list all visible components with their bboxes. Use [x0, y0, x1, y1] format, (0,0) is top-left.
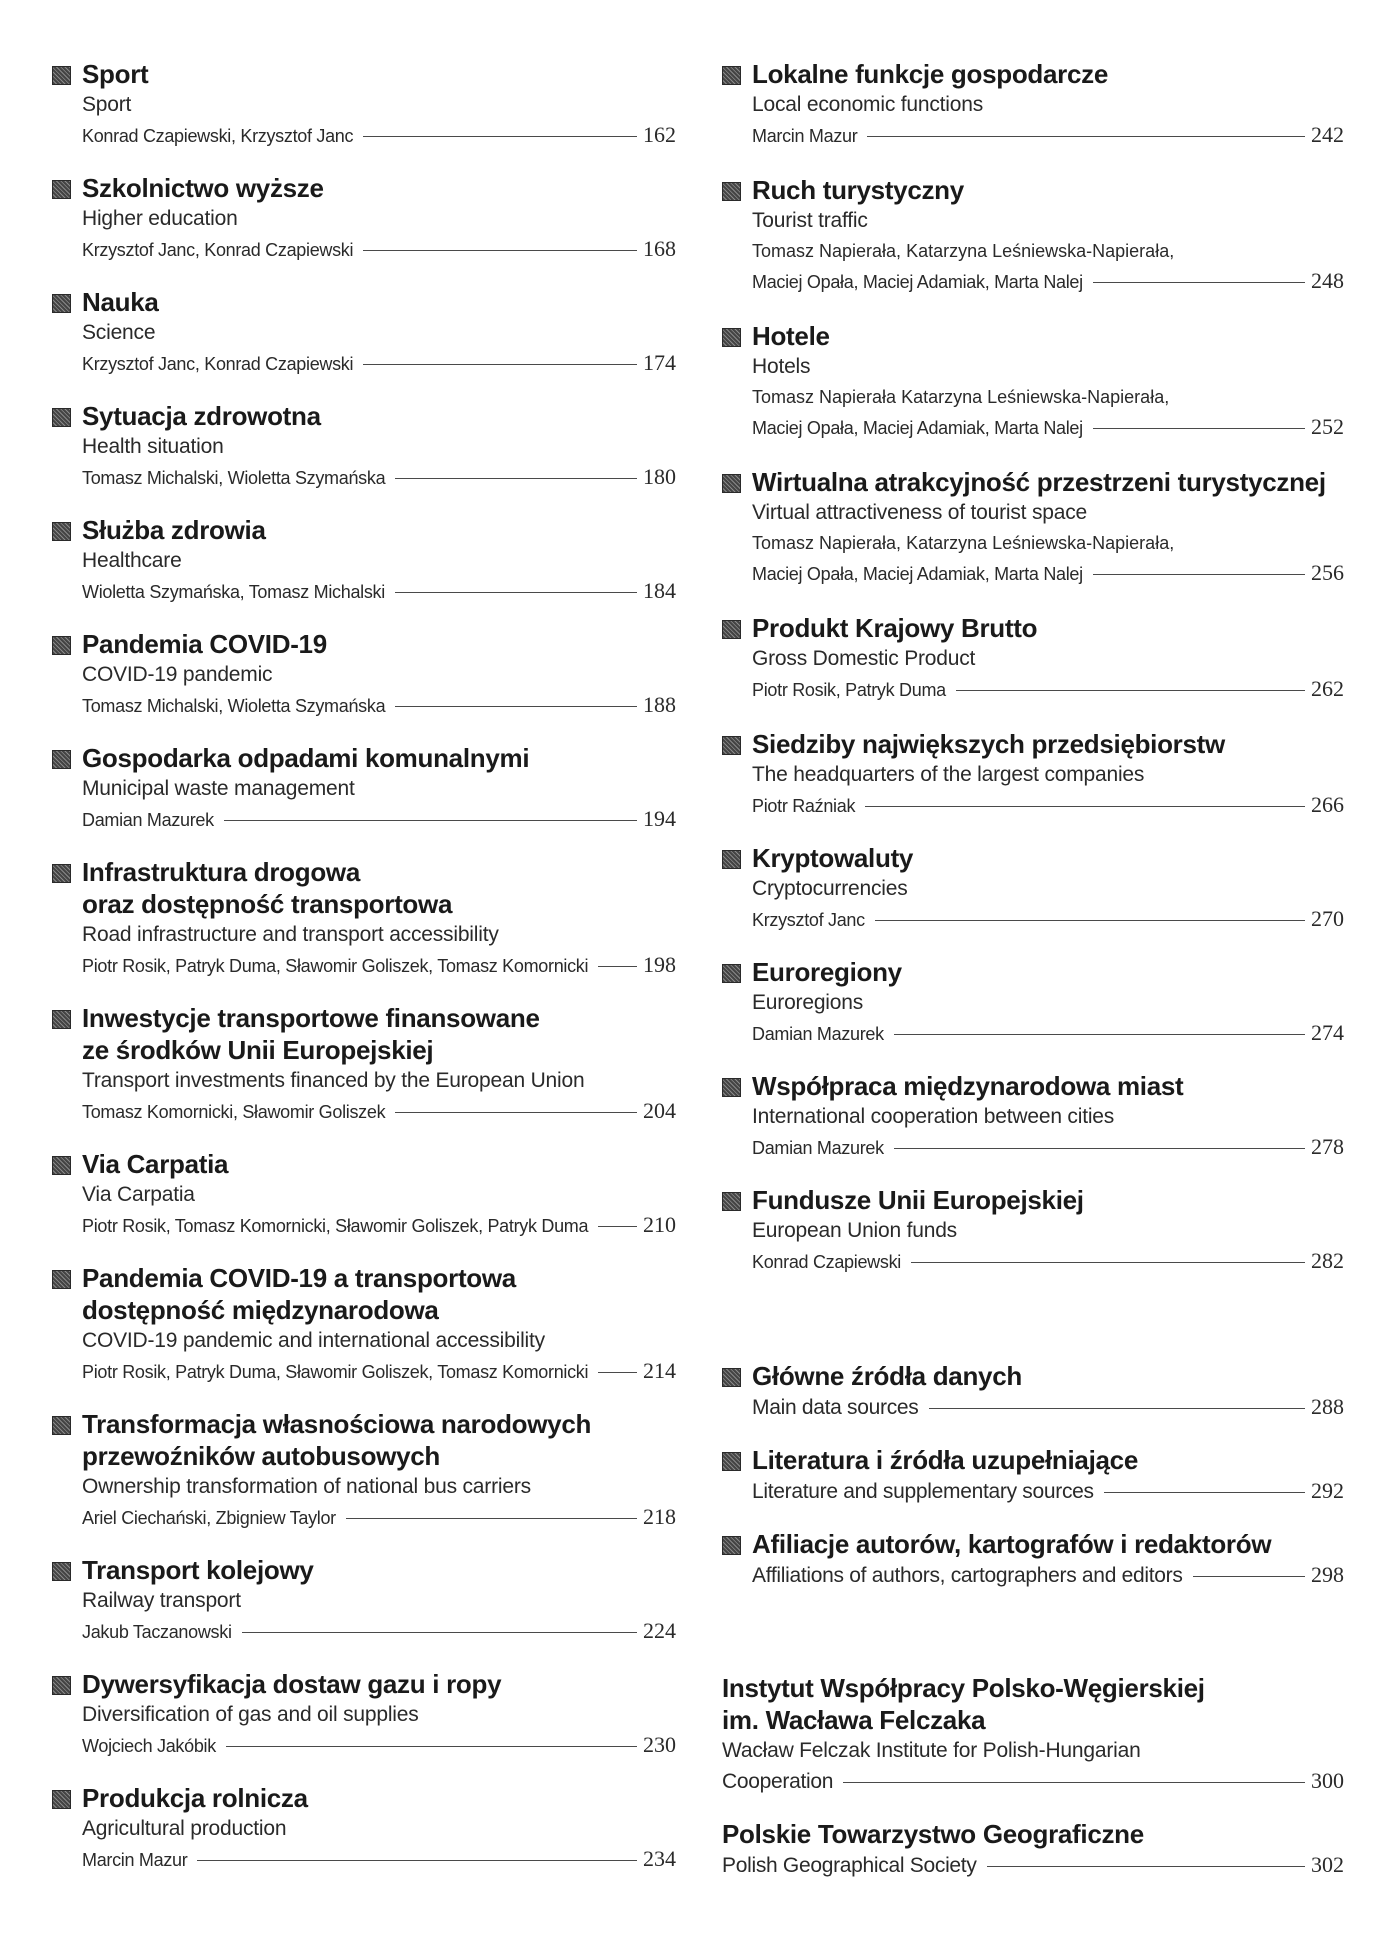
- square-bullet-icon: [52, 1676, 71, 1695]
- toc-line: [82, 1096, 676, 1127]
- page-number: 194: [643, 806, 676, 831]
- square-bullet-icon: [722, 474, 741, 493]
- square-bullet-icon: [52, 750, 71, 769]
- entry-text: [82, 1148, 676, 1241]
- dot-leader: [875, 920, 1305, 921]
- page-number: 230: [643, 1732, 676, 1757]
- square-bullet-icon: [722, 328, 741, 347]
- toc-line: [82, 1502, 676, 1533]
- entry-authors-cont: Maciej Opała, Maciej Adamiak, Marta Nalej: [752, 272, 1083, 292]
- entry-title-en: Healthcare: [82, 549, 182, 572]
- page-number: 270: [1311, 906, 1344, 931]
- square-bullet-icon: [722, 850, 741, 869]
- toc-line: [82, 120, 676, 151]
- square-bullet-icon: [722, 620, 741, 639]
- toc-entry[interactable]: [722, 842, 1344, 935]
- toc-entry[interactable]: [52, 1002, 676, 1127]
- entry-title-pl: Współpraca międzynarodowa miast: [752, 1071, 1184, 1101]
- entry-authors: Krzysztof Janc: [752, 910, 865, 930]
- entry-title-en: Affiliations of authors, cartographers and editors: [752, 1564, 1183, 1587]
- entry-text: [82, 286, 676, 379]
- toc-line: [82, 348, 676, 379]
- square-bullet-icon: [722, 1078, 741, 1097]
- square-bullet-icon: [52, 522, 71, 541]
- square-bullet-icon: [52, 864, 71, 883]
- page-number: 298: [1311, 1562, 1344, 1587]
- dot-leader: [395, 706, 637, 707]
- entry-authors: Piotr Rosik, Tomasz Komornicki, Sławomir Goliszek, Patryk Duma: [82, 1216, 589, 1236]
- entry-text: [752, 612, 1344, 705]
- entry-text: [752, 1444, 1344, 1507]
- entry-title-pl: Infrastruktura drogowa: [82, 857, 360, 887]
- entry-title-pl: Sytuacja zdrowotna: [82, 401, 321, 431]
- page-number: 188: [643, 692, 676, 717]
- entry-title-pl: Inwestycje transportowe finansowane: [82, 1003, 540, 1033]
- toc-entry[interactable]: [52, 742, 676, 835]
- square-bullet-icon: [722, 182, 741, 201]
- entry-text: [722, 1818, 1344, 1881]
- entry-text: [82, 172, 676, 265]
- page-number: 162: [643, 122, 676, 147]
- entry-text: [752, 956, 1344, 1049]
- entry-title-en: Cooperation: [722, 1770, 834, 1793]
- page-number: 234: [643, 1846, 676, 1871]
- entry-title-en: Tourist traffic: [752, 209, 868, 232]
- page-number: 184: [643, 578, 676, 603]
- dot-leader: [598, 966, 637, 967]
- entry-text: [752, 842, 1344, 935]
- entry-title-pl: Euroregiony: [752, 957, 902, 987]
- toc-line: [752, 1476, 1344, 1507]
- toc-line: [82, 1356, 676, 1387]
- toc-entry[interactable]: [52, 58, 676, 151]
- dot-leader: [363, 250, 637, 251]
- dot-leader: [363, 136, 637, 137]
- toc-entry[interactable]: [52, 1408, 676, 1533]
- entry-title-pl: Transformacja własnościowa narodowych: [82, 1409, 592, 1439]
- toc-entry[interactable]: [722, 1360, 1344, 1423]
- page-number: 300: [1311, 1768, 1344, 1793]
- entry-title-pl: Polskie Towarzystwo Geograficzne: [722, 1819, 1144, 1849]
- entry-title-pl-cont: przewoźników autobusowych: [82, 1441, 440, 1471]
- square-bullet-icon: [722, 1452, 741, 1471]
- entry-authors: Piotr Rosik, Patryk Duma, Sławomir Goliszek, Tomasz Komornicki: [82, 956, 589, 976]
- toc-line: [752, 1392, 1344, 1423]
- entry-text: [82, 1408, 676, 1533]
- dot-leader: [363, 364, 637, 365]
- toc-entry[interactable]: [52, 1668, 676, 1761]
- toc-line: [722, 1850, 1344, 1881]
- toc-entry[interactable]: [52, 1554, 676, 1647]
- dot-leader: [987, 1866, 1305, 1867]
- dot-leader: [242, 1632, 637, 1633]
- entry-title-en: Agricultural production: [82, 1817, 287, 1840]
- entry-authors-cont: Maciej Opała, Maciej Adamiak, Marta Nalej: [752, 418, 1083, 438]
- entry-title-en: Via Carpatia: [82, 1183, 195, 1206]
- page-number: 168: [643, 236, 676, 261]
- entry-text: [82, 1782, 676, 1875]
- entry-title-pl: Służba zdrowia: [82, 515, 266, 545]
- toc-line: [82, 690, 676, 721]
- page-number: 214: [643, 1358, 676, 1383]
- page-number: 210: [643, 1212, 676, 1237]
- entry-title-pl: Gospodarka odpadami komunalnymi: [82, 743, 530, 773]
- page-number: 266: [1311, 792, 1344, 817]
- entry-title-en: Wacław Felczak Institute for Polish-Hungarian: [722, 1739, 1141, 1762]
- entry-authors: Marcin Mazur: [82, 1850, 188, 1870]
- dot-leader: [395, 592, 637, 593]
- dot-leader: [865, 806, 1305, 807]
- page-number: 256: [1311, 560, 1344, 585]
- entry-title-pl: Lokalne funkcje gospodarcze: [752, 59, 1108, 89]
- entry-authors: Konrad Czapiewski: [752, 1252, 901, 1272]
- entry-title-pl-cont: dostępność międzynarodowa: [82, 1295, 439, 1325]
- entry-title-en: Road infrastructure and transport accessibility: [82, 923, 499, 946]
- square-bullet-icon: [52, 1416, 71, 1435]
- dot-leader: [1093, 574, 1305, 575]
- entry-title-pl: Literatura i źródła uzupełniające: [752, 1445, 1138, 1475]
- entry-text: [752, 466, 1344, 589]
- entry-text: [752, 1184, 1344, 1277]
- entry-title-pl-cont: im. Wacława Felczaka: [722, 1705, 986, 1735]
- entry-title-pl: Produkcja rolnicza: [82, 1783, 308, 1813]
- dot-leader: [1093, 428, 1305, 429]
- toc-line: [82, 1730, 676, 1761]
- toc-entry[interactable]: [52, 856, 676, 981]
- entry-title-en: Ownership transformation of national bus carriers: [82, 1475, 531, 1498]
- entry-authors: Marcin Mazur: [752, 126, 858, 146]
- entry-title-pl-cont: ze środków Unii Europejskiej: [82, 1035, 434, 1065]
- square-bullet-icon: [52, 1562, 71, 1581]
- toc-entry[interactable]: [52, 628, 676, 721]
- entry-title-pl: Sport: [82, 59, 149, 89]
- entry-title-en: Diversification of gas and oil supplies: [82, 1703, 419, 1726]
- toc-entry[interactable]: [722, 174, 1344, 297]
- entry-text: [82, 1668, 676, 1761]
- dot-leader: [226, 1746, 637, 1747]
- toc-entry[interactable]: [722, 728, 1344, 821]
- entry-text: [752, 1528, 1344, 1591]
- toc-line: [82, 1844, 676, 1875]
- entry-title-pl: Ruch turystyczny: [752, 175, 964, 205]
- entry-title-en: The headquarters of the largest companies: [752, 763, 1145, 786]
- entry-title-pl: Fundusze Unii Europejskiej: [752, 1185, 1084, 1215]
- toc-entry[interactable]: [52, 514, 676, 607]
- dot-leader: [346, 1518, 637, 1519]
- entry-authors: Damian Mazurek: [752, 1138, 884, 1158]
- entry-text: [82, 742, 676, 835]
- page-number: 262: [1311, 676, 1344, 701]
- entry-title-pl: Hotele: [752, 321, 830, 351]
- toc-entry[interactable]: [52, 172, 676, 265]
- page-number: 242: [1311, 122, 1344, 147]
- entry-title-en: Virtual attractiveness of tourist space: [752, 501, 1087, 524]
- dot-leader: [1093, 282, 1305, 283]
- entry-title-pl: Via Carpatia: [82, 1149, 229, 1179]
- entry-text: [752, 1070, 1344, 1163]
- square-bullet-icon: [52, 1270, 71, 1289]
- entry-authors: Ariel Ciechański, Zbigniew Taylor: [82, 1508, 336, 1528]
- page-number: 224: [643, 1618, 676, 1643]
- dot-leader: [395, 478, 637, 479]
- entry-title-en: Higher education: [82, 207, 238, 230]
- entry-text: [82, 628, 676, 721]
- entry-title-pl: Nauka: [82, 287, 159, 317]
- toc-entry[interactable]: [722, 1818, 1344, 1881]
- page-number: 204: [643, 1098, 676, 1123]
- dot-leader: [598, 1372, 637, 1373]
- entry-title-en: Cryptocurrencies: [752, 877, 908, 900]
- entry-authors-cont: Maciej Opała, Maciej Adamiak, Marta Nalej: [752, 564, 1083, 584]
- page-number: 278: [1311, 1134, 1344, 1159]
- square-bullet-icon: [52, 66, 71, 85]
- entry-title-pl: Szkolnictwo wyższe: [82, 173, 324, 203]
- toc-line: [752, 790, 1344, 821]
- entry-title-en: Literature and supplementary sources: [752, 1480, 1094, 1503]
- toc-line: [82, 804, 676, 835]
- toc-line: [752, 266, 1344, 297]
- toc-entry[interactable]: [722, 1444, 1344, 1507]
- toc-entry[interactable]: [722, 58, 1344, 151]
- toc-line: [752, 1132, 1344, 1163]
- entry-title-en: Euroregions: [752, 991, 864, 1014]
- entry-title-en: Sport: [82, 93, 132, 116]
- entry-title-en: Main data sources: [752, 1396, 919, 1419]
- entry-text: [752, 174, 1344, 297]
- toc-entry[interactable]: [722, 956, 1344, 1049]
- toc-line: [752, 674, 1344, 705]
- toc-entry[interactable]: [52, 1782, 676, 1875]
- toc-line: [722, 1766, 1344, 1797]
- square-bullet-icon: [52, 408, 71, 427]
- toc-line: [82, 950, 676, 981]
- entry-authors: Tomasz Komornicki, Sławomir Goliszek: [82, 1102, 386, 1122]
- dot-leader: [1104, 1492, 1305, 1493]
- entry-title-pl: Afiliacje autorów, kartografów i redaktorów: [752, 1529, 1272, 1559]
- toc-line: [752, 1018, 1344, 1049]
- dot-leader: [224, 820, 637, 821]
- toc-line: [82, 576, 676, 607]
- toc-entry[interactable]: [722, 1528, 1344, 1591]
- toc-line: [752, 120, 1344, 151]
- dot-leader: [894, 1034, 1305, 1035]
- toc-line: [752, 412, 1344, 443]
- entry-authors: Konrad Czapiewski, Krzysztof Janc: [82, 126, 354, 146]
- square-bullet-icon: [722, 66, 741, 85]
- entry-authors: Tomasz Michalski, Wioletta Szymańska: [82, 696, 386, 716]
- square-bullet-icon: [52, 294, 71, 313]
- entry-text: [722, 1672, 1344, 1797]
- toc-line: [752, 558, 1344, 589]
- square-bullet-icon: [722, 736, 741, 755]
- entry-title-pl: Dywersyfikacja dostaw gazu i ropy: [82, 1669, 502, 1699]
- entry-title-en: Local economic functions: [752, 93, 983, 116]
- entry-title-pl: Wirtualna atrakcyjność przestrzeni turystycznej: [752, 467, 1326, 497]
- entry-title-pl: Kryptowaluty: [752, 843, 914, 873]
- dot-leader: [894, 1148, 1305, 1149]
- toc-entry[interactable]: [722, 1672, 1344, 1797]
- dot-leader: [843, 1782, 1305, 1783]
- square-bullet-icon: [722, 1192, 741, 1211]
- dot-leader: [197, 1860, 637, 1861]
- page-number: 174: [643, 350, 676, 375]
- entry-text: [82, 514, 676, 607]
- dot-leader: [867, 136, 1305, 137]
- entry-title-en: COVID-19 pandemic and international accessibility: [82, 1329, 545, 1352]
- entry-title-pl: Główne źródła danych: [752, 1361, 1022, 1391]
- dot-leader: [911, 1262, 1305, 1263]
- entry-text: [82, 400, 676, 493]
- entry-title-en: Transport investments financed by the European Union: [82, 1069, 585, 1092]
- square-bullet-icon: [52, 636, 71, 655]
- entry-authors: Wojciech Jakóbik: [82, 1736, 216, 1756]
- entry-authors: Krzysztof Janc, Konrad Czapiewski: [82, 354, 354, 374]
- square-bullet-icon: [722, 1368, 741, 1387]
- entry-text: [752, 58, 1344, 151]
- entry-authors: Tomasz Napierała, Katarzyna Leśniewska-Napierała,: [752, 533, 1175, 553]
- page-number: 274: [1311, 1020, 1344, 1045]
- page-number: 198: [643, 952, 676, 977]
- entry-title-pl: Produkt Krajowy Brutto: [752, 613, 1038, 643]
- entry-title-en: International cooperation between cities: [752, 1105, 1115, 1128]
- entry-authors: Tomasz Napierała, Katarzyna Leśniewska-Napierała,: [752, 241, 1175, 261]
- toc-entry[interactable]: [722, 466, 1344, 589]
- entry-text: [752, 320, 1344, 443]
- entry-title-pl: Siedziby największych przedsiębiorstw: [752, 729, 1225, 759]
- entry-title-pl-cont: oraz dostępność transportowa: [82, 889, 453, 919]
- page-number: 252: [1311, 414, 1344, 439]
- entry-authors: Damian Mazurek: [82, 810, 214, 830]
- entry-title-en: Railway transport: [82, 1589, 241, 1612]
- dot-leader: [929, 1408, 1306, 1409]
- entry-title-en: COVID-19 pandemic: [82, 663, 273, 686]
- toc-entry[interactable]: [52, 1262, 676, 1387]
- toc-entry[interactable]: [722, 1184, 1344, 1277]
- entry-text: [82, 1002, 676, 1127]
- page-number: 302: [1311, 1852, 1344, 1877]
- page-number: 282: [1311, 1248, 1344, 1273]
- entry-title-en: Science: [82, 321, 156, 344]
- toc-line: [752, 904, 1344, 935]
- toc-line: [82, 1210, 676, 1241]
- entry-authors: Krzysztof Janc, Konrad Czapiewski: [82, 240, 354, 260]
- page-number: 180: [643, 464, 676, 489]
- entry-title-pl: Pandemia COVID-19 a transportowa: [82, 1263, 516, 1293]
- toc-entry[interactable]: [722, 612, 1344, 705]
- entry-title-en: European Union funds: [752, 1219, 957, 1242]
- page-number: 218: [643, 1504, 676, 1529]
- toc-entry[interactable]: [52, 286, 676, 379]
- page-number: 248: [1311, 268, 1344, 293]
- entry-text: [82, 1554, 676, 1647]
- toc-line: [752, 1246, 1344, 1277]
- entry-authors: Tomasz Michalski, Wioletta Szymańska: [82, 468, 386, 488]
- entry-authors: Damian Mazurek: [752, 1024, 884, 1044]
- dot-leader: [956, 690, 1305, 691]
- toc-line: [752, 1560, 1344, 1591]
- toc-line: [82, 1616, 676, 1647]
- entry-text: [752, 1360, 1344, 1423]
- toc-entry[interactable]: [52, 1148, 676, 1241]
- square-bullet-icon: [52, 1790, 71, 1809]
- entry-title-en: Gross Domestic Product: [752, 647, 976, 670]
- entry-authors: Tomasz Napierała Katarzyna Leśniewska-Napierała,: [752, 387, 1170, 407]
- square-bullet-icon: [722, 1536, 741, 1555]
- entry-title-pl: Transport kolejowy: [82, 1555, 314, 1585]
- toc-line: [82, 462, 676, 493]
- entry-authors: Piotr Raźniak: [752, 796, 856, 816]
- entry-text: [752, 728, 1344, 821]
- entry-title-en: Health situation: [82, 435, 224, 458]
- entry-authors: Jakub Taczanowski: [82, 1622, 232, 1642]
- dot-leader: [598, 1226, 637, 1227]
- dot-leader: [1193, 1576, 1305, 1577]
- entry-text: [82, 1262, 676, 1387]
- entry-text: [82, 856, 676, 981]
- square-bullet-icon: [52, 180, 71, 199]
- entry-title-pl: Pandemia COVID-19: [82, 629, 327, 659]
- page-number: 288: [1311, 1394, 1344, 1419]
- toc-entry[interactable]: [52, 400, 676, 493]
- entry-text: [82, 58, 676, 151]
- toc-entry[interactable]: [722, 320, 1344, 443]
- entry-authors: Piotr Rosik, Patryk Duma: [752, 680, 946, 700]
- page-number: 292: [1311, 1478, 1344, 1503]
- entry-title-pl: Instytut Współpracy Polsko-Węgierskiej: [722, 1673, 1205, 1703]
- entry-authors: Piotr Rosik, Patryk Duma, Sławomir Goliszek, Tomasz Komornicki: [82, 1362, 589, 1382]
- entry-authors: Wioletta Szymańska, Tomasz Michalski: [82, 582, 385, 602]
- toc-line: [82, 234, 676, 265]
- entry-title-en: Hotels: [752, 355, 811, 378]
- entry-title-en: Polish Geographical Society: [722, 1854, 977, 1877]
- square-bullet-icon: [52, 1010, 71, 1029]
- entry-title-en: Municipal waste management: [82, 777, 355, 800]
- square-bullet-icon: [722, 964, 741, 983]
- dot-leader: [395, 1112, 637, 1113]
- square-bullet-icon: [52, 1156, 71, 1175]
- toc-entry[interactable]: [722, 1070, 1344, 1163]
